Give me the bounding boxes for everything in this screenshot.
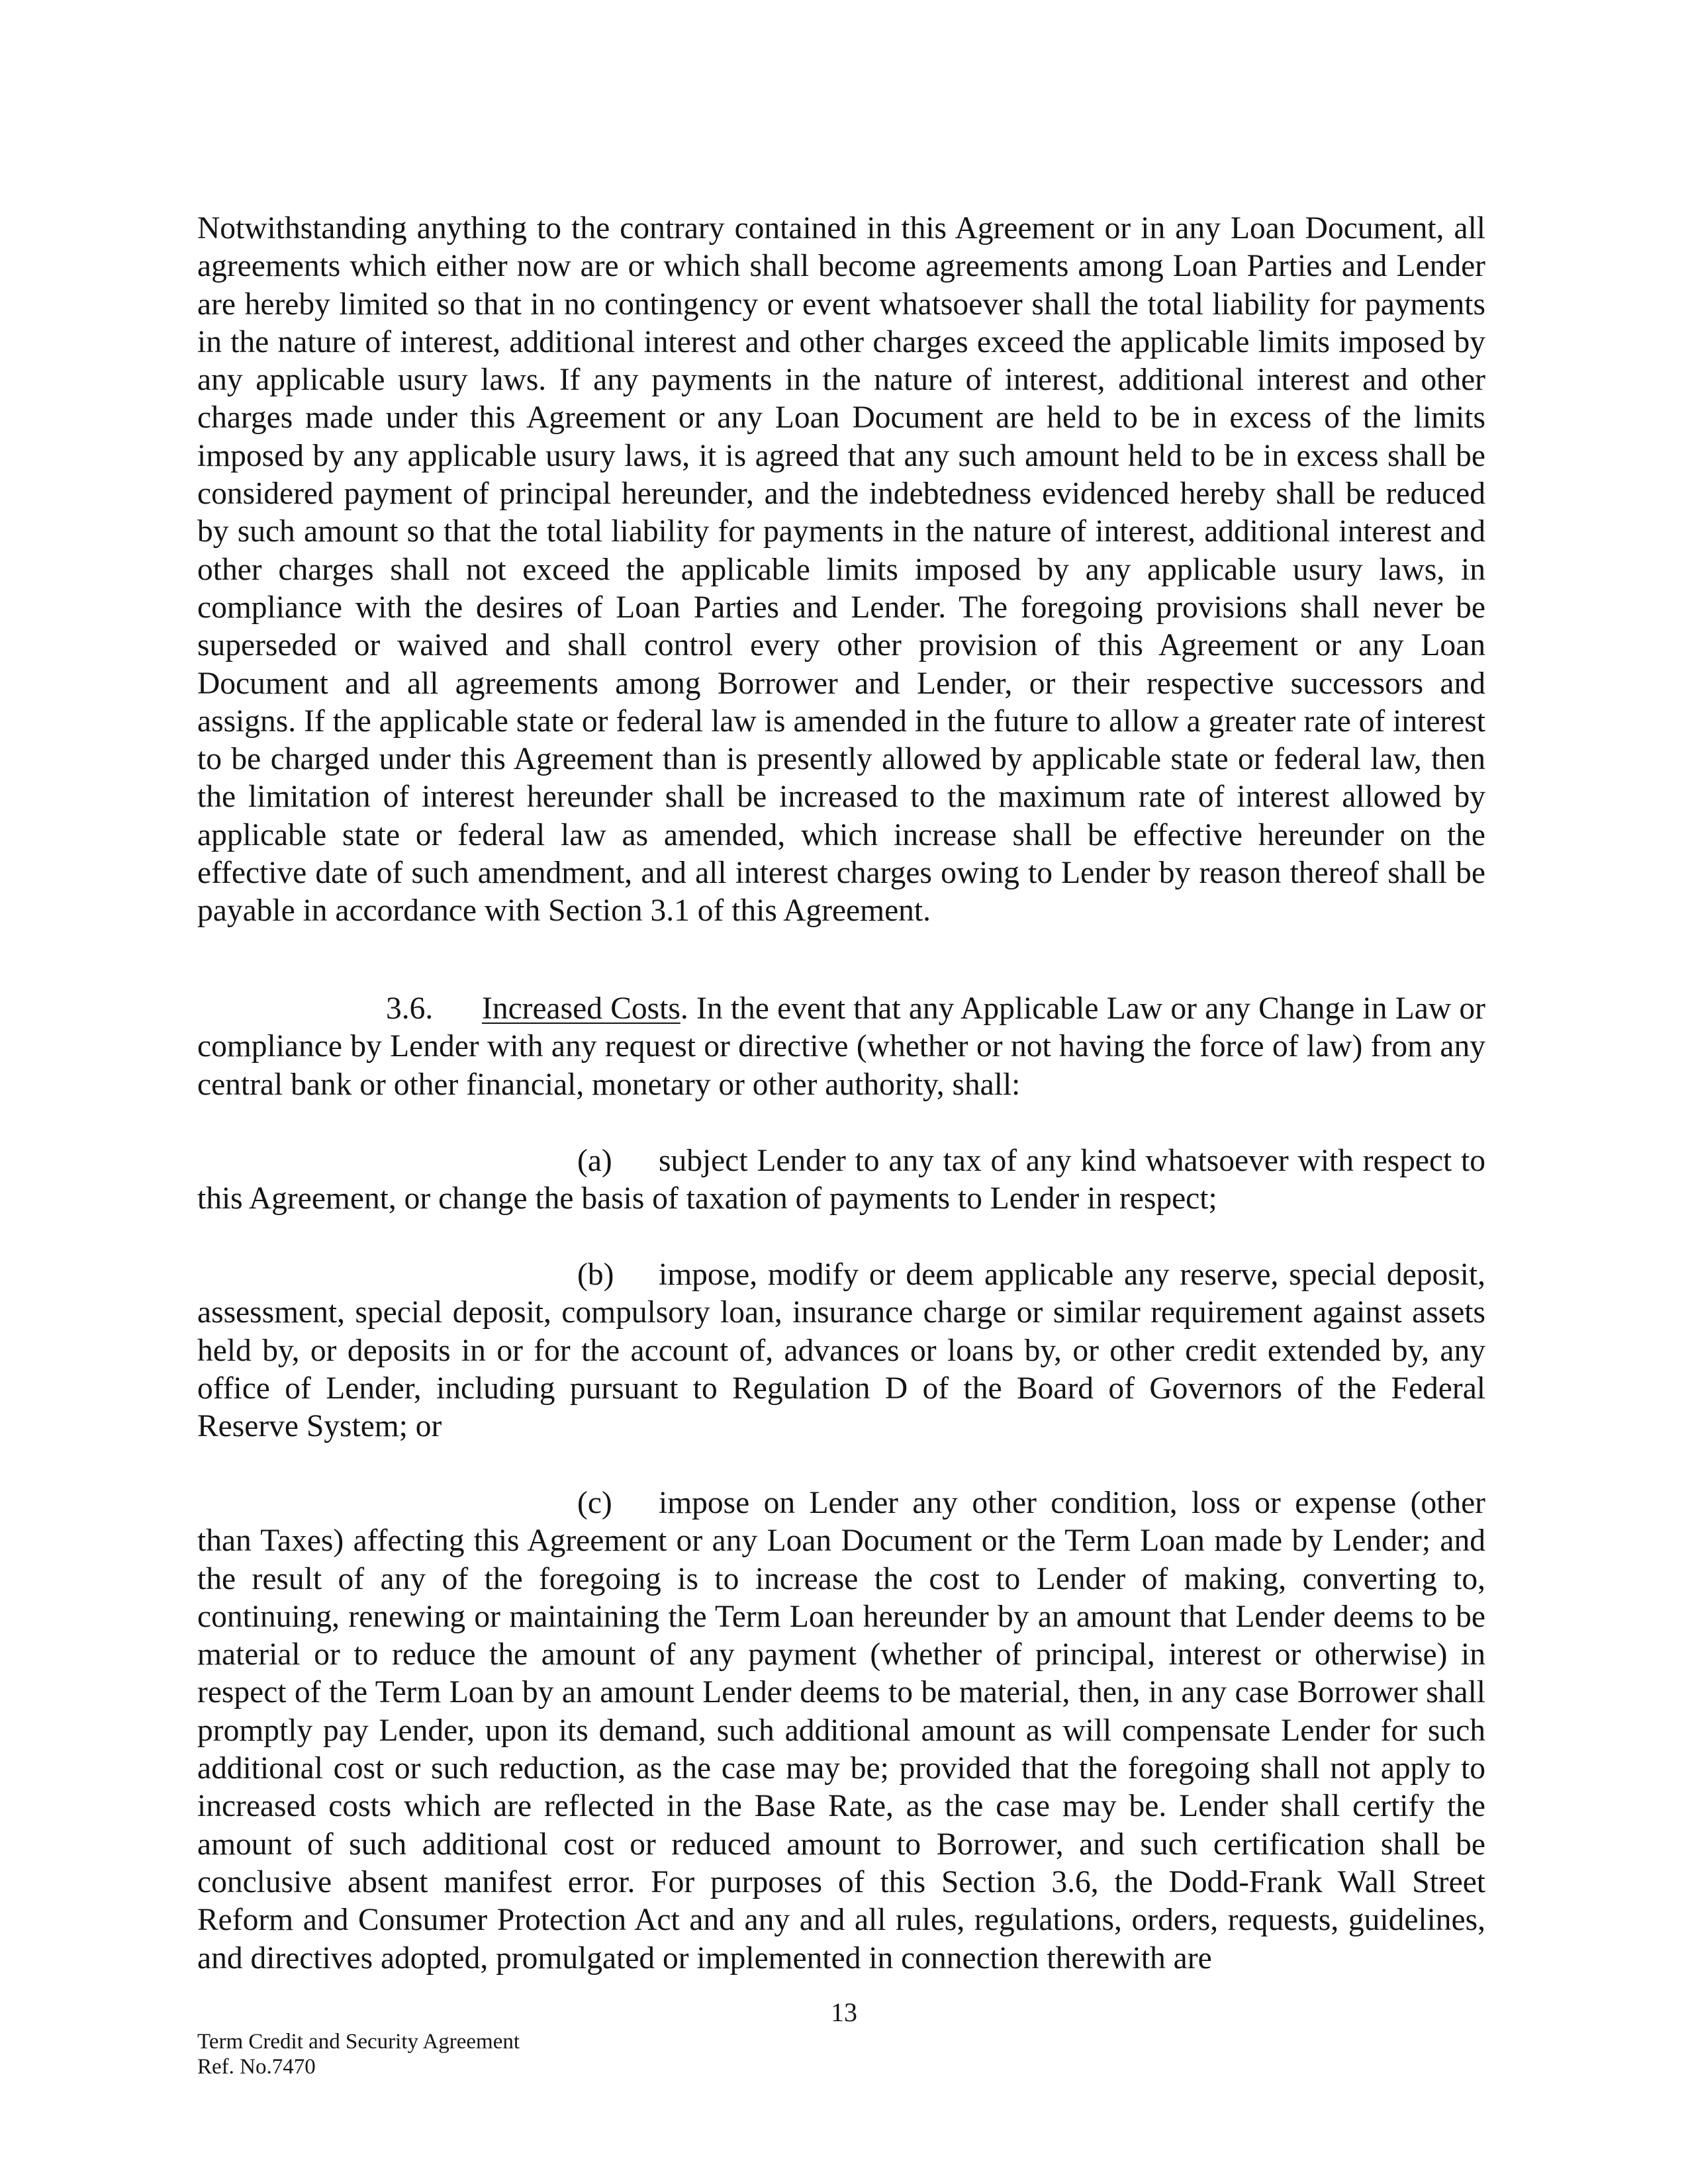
item-label-b: (b) bbox=[577, 1257, 614, 1292]
item-label-c: (c) bbox=[577, 1486, 612, 1520]
footer-title: Term Credit and Security Agreement bbox=[197, 2030, 520, 2054]
section-3-6-paragraph bbox=[197, 990, 1485, 1104]
item-text-a: subject Lender to any tax of any kind whatsoever with respect to this Agreement, or change the basis of taxation of payments to Lender in respect; bbox=[197, 1144, 1485, 1216]
paragraph-usury-limitation: Notwithstanding anything to the contrary contained in this Agreement or in any Loan Document, all agreements which either now are or which shall become agreements among Loan Parties and Lender are hereby limited so that in no contingency or event whatsoever shall the total liability for payments in the nature of interest, additional interest and other charges exceed the applicable limits imposed by any applicable usury laws. If any payments in the nature of interest, additional interest and other charges made under this Agreement or any Loan Document are held to be in excess of the limits imposed by any applicable usury laws, it is agreed that any such amount held to be in excess shall be considered payment of principal hereunder, and the indebtedness evidenced hereby shall be reduced by such amount so that the total liability for payments in the nature of interest, additional interest and other charges shall not exceed the applicable limits imposed by any applicable usury laws, in compliance with the desires of Loan Parties and Lender. The foregoing provisions shall never be superseded or waived and shall control every other provision of this Agreement or any Loan Document and all agreements among Borrower and Lender, or their respective successors and assigns. If the applicable state or federal law is amended in the future to allow a greater rate of interest to be charged under this Agreement than is presently allowed by applicable state or federal law, then the limitation of interest hereunder shall be increased to the maximum rate of interest allowed by applicable state or federal law as amended, which increase shall be effective hereunder on the effective date of such amendment, and all interest charges owing to Lender by reason thereof shall be payable in accordance with Section 3.1 of this Agreement. bbox=[197, 211, 1485, 929]
item-text-b: impose, modify or deem applicable any reserve, special deposit, assessment, special deposit, compulsory loan, insurance charge or similar requirement against assets held by, or deposits in or for the account of, advances or loans by, or other credit extended by, any office of Lender, including pursuant to Regulation D of the Board of Governors of the Federal Reserve System; or bbox=[197, 1257, 1485, 1444]
footer-reference: Ref. No.7470 bbox=[197, 2055, 316, 2079]
item-text-c: impose on Lender any other condition, loss or expense (other than Taxes) affecting this Agreement or any Loan Document or the Term Loan made by Lender; and the result of any of the foregoing is to increase the cost to Lender of making, converting to, continuing, renewing or maintaining the Term Loan hereunder by an amount that Lender deems to be material or to reduce the amount of any payment (whether of principal, interest or otherwise) in respect of the Term Loan by an amount Lender deems to be material, then, in any case Borrower shall promptly pay Lender, upon its demand, such additional amount as will compensate Lender for such additional cost or such reduction, as the case may be; provided that the foregoing shall not apply to increased costs which are reflected in the Base Rate, as the case may be. Lender shall certify the amount of such additional cost or reduced amount to Borrower, and such certification shall be conclusive absent manifest error. For purposes of this Section 3.6, the Dodd-Frank Wall Street Reform and Consumer Protection Act and any and all rules, regulations, orders, requests, guidelines, and directives adopted, promulgated or implemented in connection therewith are bbox=[197, 1486, 1485, 1976]
list-item-c bbox=[197, 1484, 1485, 1978]
list-item-a bbox=[197, 1142, 1485, 1218]
page-number: 13 bbox=[831, 1997, 857, 2027]
section-intro-text: . In the event that any Applicable Law or any Change in Law or compliance by Lender with any request or directive (whether or not having the force of law) from any central bank or other financial, monetary or other authority, shall: bbox=[197, 991, 1485, 1102]
section-heading: Increased Costs bbox=[482, 991, 680, 1026]
item-label-a: (a) bbox=[577, 1144, 612, 1178]
list-item-b bbox=[197, 1256, 1485, 1445]
page-footer bbox=[197, 2029, 520, 2079]
section-number: 3.6. bbox=[386, 991, 434, 1026]
